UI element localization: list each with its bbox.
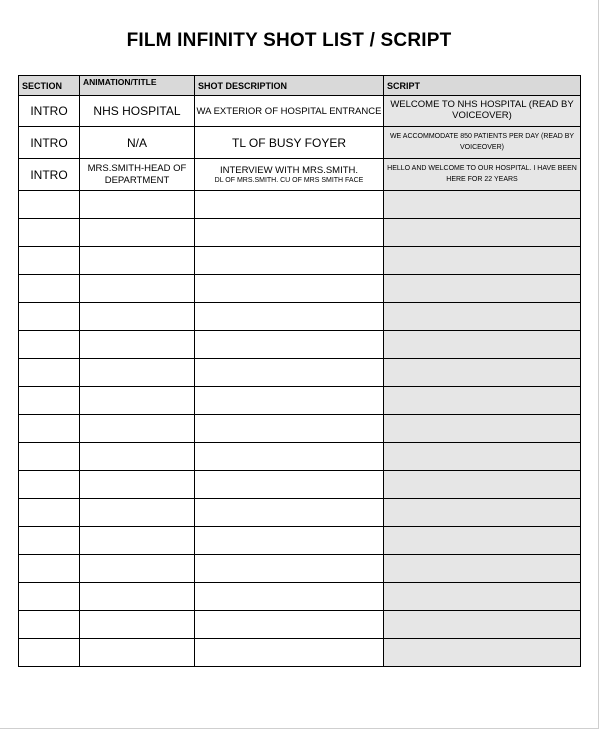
cell-script[interactable] bbox=[384, 499, 581, 527]
table-row-empty bbox=[19, 471, 581, 499]
cell-shot-description[interactable] bbox=[195, 471, 384, 499]
cell-animation-title[interactable]: N/A bbox=[80, 127, 195, 159]
cell-shot-description[interactable] bbox=[195, 191, 384, 219]
cell-script[interactable] bbox=[384, 555, 581, 583]
cell-script[interactable] bbox=[384, 219, 581, 247]
cell-shot-description[interactable] bbox=[195, 583, 384, 611]
cell-shot-description[interactable]: WA EXTERIOR OF HOSPITAL ENTRANCE bbox=[195, 96, 384, 127]
cell-section[interactable]: INTRO bbox=[19, 159, 80, 191]
cell-section[interactable] bbox=[19, 639, 80, 667]
cell-script[interactable] bbox=[384, 611, 581, 639]
cell-script[interactable] bbox=[384, 331, 581, 359]
table-row-empty bbox=[19, 387, 581, 415]
cell-section[interactable] bbox=[19, 583, 80, 611]
page-title: FILM INFINITY SHOT LIST / SCRIPT bbox=[126, 30, 452, 51]
cell-shot-description[interactable] bbox=[195, 527, 384, 555]
cell-animation-title[interactable]: NHS HOSPITAL bbox=[80, 96, 195, 127]
table-row-empty bbox=[19, 443, 581, 471]
cell-script[interactable]: WE ACCOMMODATE 850 PATIENTS PER DAY (READ BY VOICEOVER) bbox=[384, 127, 581, 159]
cell-script[interactable] bbox=[384, 247, 581, 275]
cell-animation-title[interactable]: MRS.SMITH-HEAD OF DEPARTMENT bbox=[80, 159, 195, 191]
cell-section[interactable] bbox=[19, 387, 80, 415]
cell-animation-title[interactable] bbox=[80, 387, 195, 415]
cell-animation-title[interactable] bbox=[80, 219, 195, 247]
table-row-empty bbox=[19, 639, 581, 667]
shot-description-line-2: DL OF MRS.SMITH. CU OF MRS SMITH FACE bbox=[214, 176, 364, 184]
cell-section[interactable] bbox=[19, 219, 80, 247]
cell-animation-title[interactable] bbox=[80, 527, 195, 555]
cell-script[interactable]: HELLO AND WELCOME TO OUR HOSPITAL. I HAVE BEEN HERE FOR 22 YEARS bbox=[384, 159, 581, 191]
table-row-empty bbox=[19, 527, 581, 555]
cell-shot-description[interactable] bbox=[195, 331, 384, 359]
cell-section[interactable] bbox=[19, 275, 80, 303]
table-row-empty bbox=[19, 555, 581, 583]
table-row-empty bbox=[19, 611, 581, 639]
cell-animation-title[interactable] bbox=[80, 639, 195, 667]
cell-animation-title[interactable] bbox=[80, 499, 195, 527]
cell-animation-title[interactable] bbox=[80, 359, 195, 387]
cell-animation-title[interactable] bbox=[80, 247, 195, 275]
cell-section[interactable] bbox=[19, 555, 80, 583]
header-section: SECTION bbox=[19, 76, 80, 96]
cell-script[interactable] bbox=[384, 387, 581, 415]
cell-animation-title[interactable] bbox=[80, 415, 195, 443]
table-row bbox=[19, 127, 581, 159]
header-animation-title: ANIMATION/TITLE bbox=[80, 76, 195, 96]
cell-script[interactable] bbox=[384, 639, 581, 667]
table-row-empty bbox=[19, 191, 581, 219]
table-row-empty bbox=[19, 275, 581, 303]
cell-script[interactable] bbox=[384, 471, 581, 499]
table-row-empty bbox=[19, 583, 581, 611]
cell-animation-title[interactable] bbox=[80, 611, 195, 639]
cell-section[interactable] bbox=[19, 303, 80, 331]
cell-animation-title[interactable] bbox=[80, 471, 195, 499]
table-row bbox=[19, 96, 581, 127]
table-row-empty bbox=[19, 303, 581, 331]
cell-shot-description[interactable] bbox=[195, 247, 384, 275]
cell-shot-description[interactable] bbox=[195, 303, 384, 331]
cell-section[interactable]: INTRO bbox=[19, 127, 80, 159]
table-row-empty bbox=[19, 331, 581, 359]
cell-shot-description[interactable] bbox=[195, 499, 384, 527]
shot-list-table bbox=[18, 75, 581, 667]
cell-animation-title[interactable] bbox=[80, 443, 195, 471]
cell-script[interactable] bbox=[384, 275, 581, 303]
cell-animation-title[interactable] bbox=[80, 331, 195, 359]
table-row-empty bbox=[19, 359, 581, 387]
cell-section[interactable] bbox=[19, 415, 80, 443]
cell-shot-description[interactable] bbox=[195, 639, 384, 667]
header-row bbox=[19, 76, 581, 96]
cell-section[interactable] bbox=[19, 443, 80, 471]
cell-section[interactable] bbox=[19, 359, 80, 387]
cell-shot-description[interactable] bbox=[195, 219, 384, 247]
cell-section[interactable] bbox=[19, 611, 80, 639]
cell-section[interactable] bbox=[19, 331, 80, 359]
cell-shot-description[interactable] bbox=[195, 443, 384, 471]
cell-section[interactable] bbox=[19, 527, 80, 555]
table-row-empty bbox=[19, 499, 581, 527]
cell-script[interactable]: WELCOME TO NHS HOSPITAL (READ BY VOICEOVER) bbox=[384, 96, 581, 127]
cell-section[interactable] bbox=[19, 471, 80, 499]
cell-shot-description[interactable] bbox=[195, 555, 384, 583]
cell-shot-description[interactable] bbox=[195, 387, 384, 415]
cell-shot-description[interactable]: TL OF BUSY FOYER bbox=[195, 127, 384, 159]
cell-script[interactable] bbox=[384, 415, 581, 443]
cell-animation-title[interactable] bbox=[80, 191, 195, 219]
cell-section[interactable] bbox=[19, 247, 80, 275]
table-row-empty bbox=[19, 219, 581, 247]
cell-shot-description[interactable] bbox=[195, 611, 384, 639]
shot-description-line-1: INTERVIEW WITH MRS.SMITH. bbox=[219, 164, 359, 176]
cell-section[interactable] bbox=[19, 499, 80, 527]
cell-animation-title[interactable] bbox=[80, 303, 195, 331]
cell-script[interactable] bbox=[384, 527, 581, 555]
cell-section[interactable]: INTRO bbox=[19, 96, 80, 127]
header-shot-description: SHOT DESCRIPTION bbox=[195, 76, 384, 96]
cell-script[interactable] bbox=[384, 303, 581, 331]
cell-shot-description[interactable] bbox=[195, 159, 384, 191]
cell-animation-title[interactable] bbox=[80, 555, 195, 583]
cell-shot-description[interactable] bbox=[195, 359, 384, 387]
cell-script[interactable] bbox=[384, 443, 581, 471]
header-script: SCRIPT bbox=[384, 76, 581, 96]
cell-section[interactable] bbox=[19, 191, 80, 219]
cell-shot-description[interactable] bbox=[195, 275, 384, 303]
cell-script[interactable] bbox=[384, 191, 581, 219]
table-row-empty bbox=[19, 247, 581, 275]
cell-shot-description[interactable] bbox=[195, 415, 384, 443]
table-row bbox=[19, 159, 581, 191]
cell-script[interactable] bbox=[384, 359, 581, 387]
table-row-empty bbox=[19, 415, 581, 443]
cell-script[interactable] bbox=[384, 583, 581, 611]
cell-animation-title[interactable] bbox=[80, 275, 195, 303]
cell-animation-title[interactable] bbox=[80, 583, 195, 611]
